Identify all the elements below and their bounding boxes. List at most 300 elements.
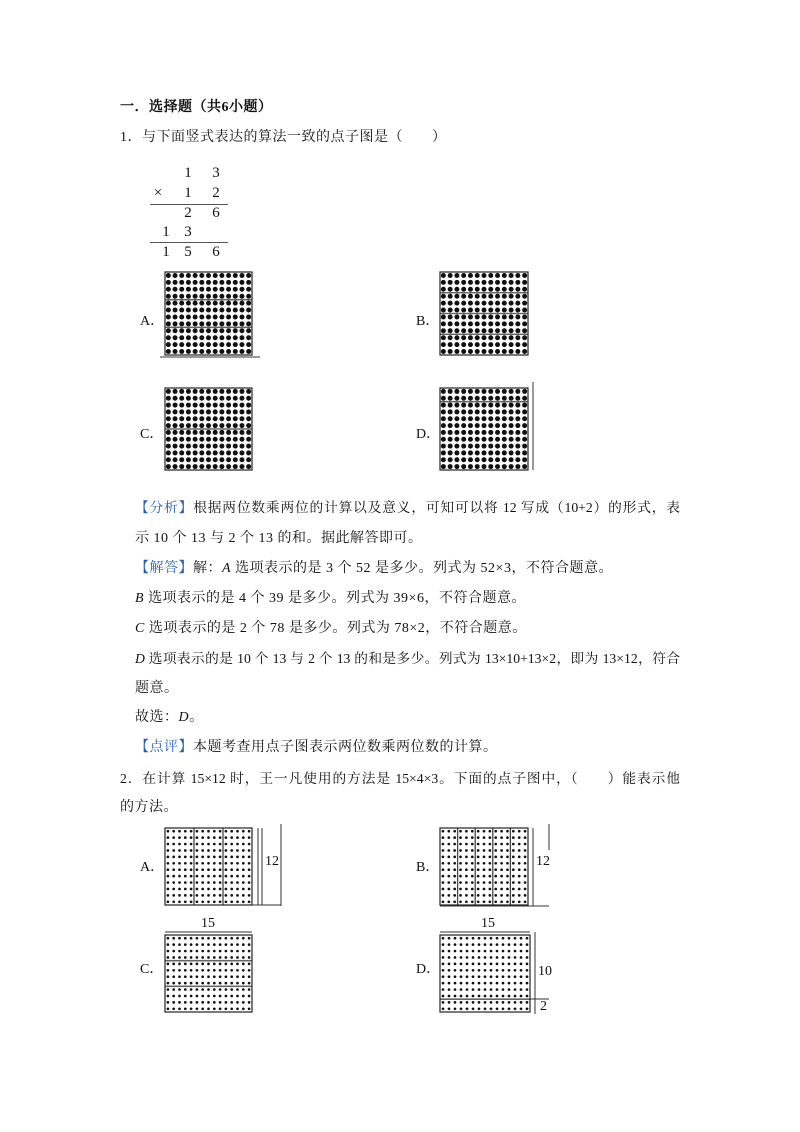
dot [448, 437, 453, 442]
q2-option-c-label[interactable]: C． [140, 962, 164, 977]
dot [242, 894, 245, 897]
dot [477, 856, 480, 859]
dot [461, 403, 466, 408]
dot [173, 416, 178, 421]
dot [471, 836, 474, 839]
dot [475, 287, 480, 292]
dot [500, 900, 503, 903]
dot [236, 963, 239, 966]
dot [193, 328, 198, 333]
dot [495, 308, 500, 313]
dot [442, 963, 445, 966]
dot [468, 437, 473, 442]
dot [196, 888, 199, 891]
dot [186, 416, 191, 421]
dot [468, 342, 473, 347]
dot [508, 1001, 511, 1004]
dot [518, 868, 521, 871]
dot [441, 450, 446, 455]
dot [167, 836, 170, 839]
dot [230, 943, 233, 946]
dot [447, 875, 450, 878]
dot [490, 988, 493, 991]
dot [219, 273, 224, 278]
dot [488, 349, 493, 354]
dot [524, 875, 527, 878]
dot [167, 900, 170, 903]
dot [184, 894, 187, 897]
q1-option-c-dot-grid[interactable] [158, 382, 268, 478]
dot [526, 1001, 529, 1004]
dot [225, 888, 228, 891]
dot [186, 437, 191, 442]
dot [495, 457, 500, 462]
dot [461, 464, 466, 469]
dot [518, 836, 521, 839]
dot [526, 956, 529, 959]
dot [172, 856, 175, 859]
dot [466, 963, 469, 966]
dot [219, 1001, 222, 1004]
dot [478, 963, 481, 966]
dot [166, 409, 171, 414]
dot [466, 969, 469, 972]
section-title: 一．选择题（共6小题） [120, 100, 273, 115]
dot [483, 900, 486, 903]
dot [478, 956, 481, 959]
dot [196, 1007, 199, 1010]
dot [520, 963, 523, 966]
dot [226, 321, 231, 326]
dot [488, 294, 493, 299]
dot [233, 301, 238, 306]
dot [453, 849, 456, 852]
dot [213, 943, 216, 946]
dot [166, 389, 171, 394]
dot [230, 963, 233, 966]
dot [460, 950, 463, 953]
dot [522, 389, 527, 394]
dot [496, 1001, 499, 1004]
dot [184, 1001, 187, 1004]
dot [201, 849, 204, 852]
dot [488, 287, 493, 292]
dot [475, 423, 480, 428]
dot [442, 943, 445, 946]
dot [488, 423, 493, 428]
dot [233, 294, 238, 299]
dot [441, 403, 446, 408]
dot [509, 457, 514, 462]
dot [509, 314, 514, 319]
dot [475, 430, 480, 435]
dot [219, 444, 224, 449]
dot [509, 342, 514, 347]
dot [506, 888, 509, 891]
dot [213, 287, 218, 292]
dot [206, 430, 211, 435]
dot [230, 856, 233, 859]
dot [226, 450, 231, 455]
dot [460, 956, 463, 959]
dot [506, 875, 509, 878]
dot [508, 969, 511, 972]
dot [459, 888, 462, 891]
dot [506, 849, 509, 852]
dot [472, 1007, 475, 1010]
dot [207, 969, 210, 972]
answer-prefix: 解： [193, 561, 222, 576]
dot [442, 856, 445, 859]
dot [502, 975, 505, 978]
dot [219, 862, 222, 865]
dot [167, 843, 170, 846]
q2-option-a-label[interactable]: A． [140, 860, 165, 875]
dot [522, 308, 527, 313]
dot [213, 349, 218, 354]
dot [442, 843, 445, 846]
dot [167, 856, 170, 859]
dot [494, 862, 497, 865]
dot [524, 836, 527, 839]
dot [193, 416, 198, 421]
dot [184, 875, 187, 878]
dot [193, 294, 198, 299]
dot [184, 995, 187, 998]
dot [199, 423, 204, 428]
dot [522, 287, 527, 292]
dot [239, 335, 244, 340]
dot [206, 287, 211, 292]
dot [213, 314, 218, 319]
dot [186, 287, 191, 292]
dot [225, 875, 228, 878]
dot [213, 975, 216, 978]
dot [500, 888, 503, 891]
dot [482, 403, 487, 408]
dot [242, 988, 245, 991]
dot [184, 868, 187, 871]
dot [461, 437, 466, 442]
dot [468, 287, 473, 292]
dot [206, 349, 211, 354]
q1-option-c-label[interactable]: C． [140, 427, 164, 442]
dot [206, 464, 211, 469]
dot [219, 314, 224, 319]
dot [509, 335, 514, 340]
dot [201, 830, 204, 833]
dot [465, 836, 468, 839]
dot [186, 294, 191, 299]
dot [219, 430, 224, 435]
dot [484, 937, 487, 940]
dot [178, 836, 181, 839]
dot [201, 988, 204, 991]
dot [461, 287, 466, 292]
dot [179, 308, 184, 313]
dot [465, 900, 468, 903]
dot [213, 416, 218, 421]
dot [448, 294, 453, 299]
dot [522, 280, 527, 285]
dot [477, 843, 480, 846]
dot [460, 982, 463, 985]
dot [233, 430, 238, 435]
q2-option-b-label[interactable]: B． [416, 860, 440, 875]
dot [236, 888, 239, 891]
dot [248, 1001, 251, 1004]
dot [199, 403, 204, 408]
dot [248, 943, 251, 946]
dot [448, 416, 453, 421]
dot [246, 403, 251, 408]
dot [179, 389, 184, 394]
dot [454, 349, 459, 354]
dot [219, 301, 224, 306]
dot [512, 849, 515, 852]
dot [226, 444, 231, 449]
dot [494, 843, 497, 846]
dot [448, 937, 451, 940]
multiply-sign: × [153, 185, 163, 201]
dot [219, 409, 224, 414]
q2-option-c-dot-grid[interactable] [158, 928, 258, 1018]
dot [172, 894, 175, 897]
dot [448, 301, 453, 306]
dot [459, 830, 462, 833]
dot [488, 280, 493, 285]
dot [173, 314, 178, 319]
dot [482, 314, 487, 319]
dot [213, 328, 218, 333]
dot [472, 950, 475, 953]
dot [179, 423, 184, 428]
dot [166, 457, 171, 462]
dot [465, 849, 468, 852]
dot [496, 1007, 499, 1010]
dot [248, 982, 251, 985]
dot [502, 995, 505, 998]
dot [178, 975, 181, 978]
dot [206, 273, 211, 278]
dot [441, 409, 446, 414]
dot [477, 881, 480, 884]
dot [190, 830, 193, 833]
dot [461, 349, 466, 354]
dot [468, 301, 473, 306]
dot [495, 335, 500, 340]
dot [468, 430, 473, 435]
dot [226, 457, 231, 462]
dot [466, 988, 469, 991]
dot [213, 403, 218, 408]
q1-option-b-dot-grid[interactable] [433, 266, 543, 362]
q2-option-d-label[interactable]: D． [416, 962, 441, 977]
dot [219, 875, 222, 878]
q1-option-a-label[interactable]: A． [140, 314, 165, 329]
dot [166, 280, 171, 285]
dot [166, 301, 171, 306]
dot [233, 342, 238, 347]
dot [475, 457, 480, 462]
dot [468, 416, 473, 421]
dot [219, 335, 224, 340]
dot [230, 975, 233, 978]
dot [226, 349, 231, 354]
dot [246, 273, 251, 278]
dot [230, 875, 233, 878]
dot [167, 830, 170, 833]
dot [225, 956, 228, 959]
dot [199, 321, 204, 326]
dot [490, 1007, 493, 1010]
dot [184, 843, 187, 846]
dot [246, 328, 251, 333]
dot [442, 868, 445, 871]
dot [213, 849, 216, 852]
q1-option-a-dot-grid[interactable] [158, 266, 268, 362]
dot [206, 403, 211, 408]
dot [193, 287, 198, 292]
dot [193, 423, 198, 428]
dot [526, 950, 529, 953]
dot [219, 437, 224, 442]
dot [178, 1001, 181, 1004]
dot [509, 287, 514, 292]
analysis-line-2: 示 10 个 13 与 2 个 13 的和。据此解答即可。 [135, 531, 423, 546]
dot [514, 943, 517, 946]
q1-option-b-label[interactable]: B． [416, 314, 440, 329]
dot [502, 943, 505, 946]
dot [233, 349, 238, 354]
dot [478, 995, 481, 998]
dot [468, 294, 473, 299]
dot [515, 314, 520, 319]
dot [461, 294, 466, 299]
dot [512, 875, 515, 878]
dot [502, 1007, 505, 1010]
dot [172, 843, 175, 846]
dot [465, 830, 468, 833]
dot [465, 888, 468, 891]
dot [196, 950, 199, 953]
dot [179, 301, 184, 306]
dot [207, 950, 210, 953]
dot [489, 862, 492, 865]
dot [172, 830, 175, 833]
dot [196, 856, 199, 859]
dot [242, 995, 245, 998]
dot [506, 900, 509, 903]
dot [207, 849, 210, 852]
q1-option-d-dot-grid[interactable] [433, 376, 543, 478]
dot [193, 389, 198, 394]
dot [219, 328, 224, 333]
dot [461, 273, 466, 278]
dot [193, 301, 198, 306]
dot [184, 969, 187, 972]
dot [514, 1001, 517, 1004]
dot [193, 444, 198, 449]
dot [236, 836, 239, 839]
dot [509, 349, 514, 354]
dot [454, 280, 459, 285]
dot [515, 409, 520, 414]
dot [213, 280, 218, 285]
dot [184, 849, 187, 852]
dot [442, 975, 445, 978]
dot [233, 450, 238, 455]
dot [475, 280, 480, 285]
dot [522, 437, 527, 442]
dot [483, 830, 486, 833]
dot [509, 430, 514, 435]
dot [448, 956, 451, 959]
dot [494, 830, 497, 833]
dot [448, 1007, 451, 1010]
answer-text: 选项表示的是 10 个 13 与 2 个 13 的和是多少。列式为 13×10+13×2，即为 13×12，符合 [144, 651, 680, 666]
dot [186, 403, 191, 408]
dot [239, 403, 244, 408]
dot [471, 888, 474, 891]
dot [522, 294, 527, 299]
dot [461, 423, 466, 428]
dot [472, 956, 475, 959]
dot [518, 894, 521, 897]
dot [236, 1007, 239, 1010]
dot [207, 862, 210, 865]
dot [196, 894, 199, 897]
dot [465, 875, 468, 878]
dot [496, 943, 499, 946]
dot [226, 314, 231, 319]
dot [236, 849, 239, 852]
dot [441, 389, 446, 394]
dot [472, 969, 475, 972]
dot [502, 416, 507, 421]
dot [172, 950, 175, 953]
dot [184, 937, 187, 940]
dot [239, 349, 244, 354]
dot [199, 437, 204, 442]
dot [230, 950, 233, 953]
dot [225, 881, 228, 884]
option-letter: A [222, 561, 232, 576]
dot [441, 294, 446, 299]
dot [515, 430, 520, 435]
dot [193, 335, 198, 340]
dot [495, 437, 500, 442]
dot [502, 328, 507, 333]
dot [213, 444, 218, 449]
dot [230, 849, 233, 852]
dot [461, 409, 466, 414]
dot [471, 894, 474, 897]
dot [506, 868, 509, 871]
dot [186, 335, 191, 340]
dot [502, 956, 505, 959]
dot [471, 849, 474, 852]
dot [448, 273, 453, 278]
dot [468, 409, 473, 414]
dot [213, 956, 216, 959]
dot [206, 321, 211, 326]
dot [230, 900, 233, 903]
q1-option-d-label[interactable]: D． [416, 427, 441, 442]
dot [495, 287, 500, 292]
dot [173, 308, 178, 313]
calc-cell [158, 184, 174, 202]
